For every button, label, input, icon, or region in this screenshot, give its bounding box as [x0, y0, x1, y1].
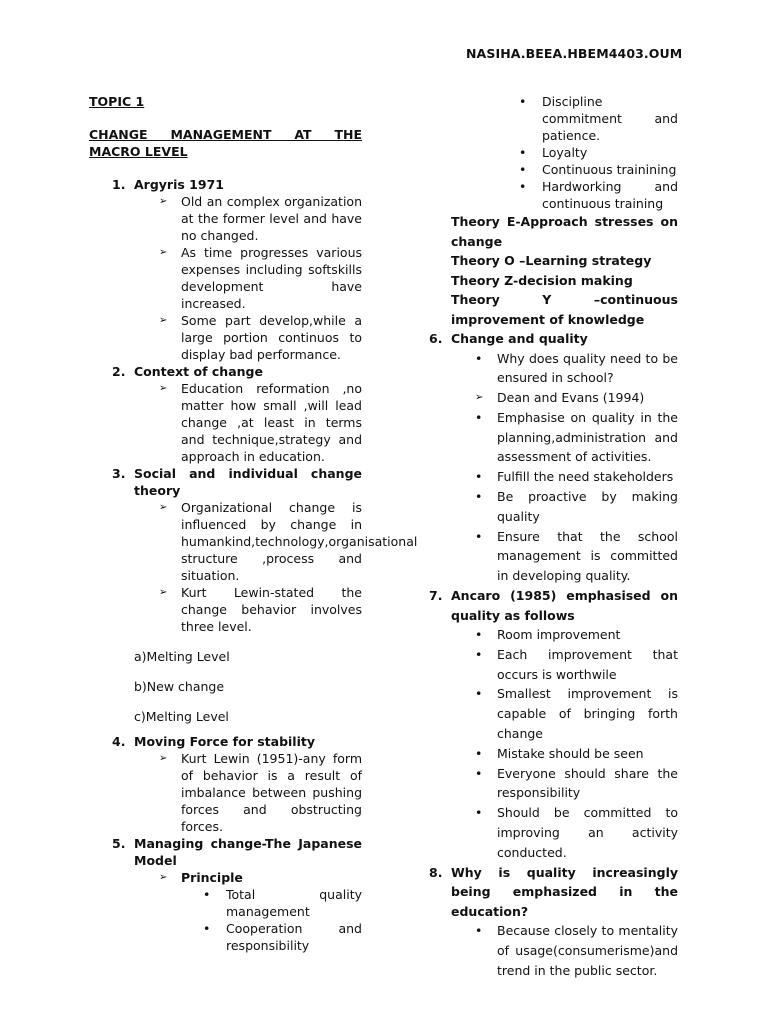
section-number: 2.	[112, 364, 126, 379]
section-heading: 6. Change and quality	[423, 329, 678, 349]
right-column	[423, 93, 678, 981]
arrow-bullet-icon: ➢	[475, 392, 484, 404]
document-title: CHANGE MANAGEMENT AT THE MACRO LEVEL	[89, 127, 362, 159]
arrow-bullet-icon: ➢	[159, 872, 168, 883]
dot-bullet-icon: •	[475, 528, 483, 544]
section-heading: 5. Managing change-The Japanese Model	[112, 836, 362, 868]
arrow-item: ➢ Organizational change is influenced by change in humankind,technology,organisational structure ,process and situation.	[159, 500, 418, 583]
dot-bullet-icon: •	[475, 646, 483, 662]
bullet-item: • Why does quality need to be ensured in school?	[475, 350, 678, 386]
arrow-bullet-icon: ➢	[159, 753, 168, 764]
dot-bullet-icon: •	[519, 145, 527, 160]
bullet-item: • Mistake should be seen	[423, 744, 678, 764]
section-heading: 3. Social and individual change theory	[112, 466, 362, 498]
bullet-item: • Everyone should share the responsibility	[475, 765, 678, 801]
dot-bullet-icon: •	[203, 887, 211, 902]
dot-bullet-icon: •	[475, 350, 483, 366]
level-line: c)Melting Level	[134, 709, 229, 724]
arrow-item: ➢ Kurt Lewin-stated the change behavior involves three level.	[159, 585, 362, 634]
section-number: 1.	[112, 177, 126, 192]
dot-bullet-icon: •	[475, 489, 483, 505]
dot-bullet-icon: •	[475, 469, 483, 485]
bullet-item: • Room improvement	[423, 625, 678, 645]
bullet-item: • Discipline commitment and patience.	[519, 94, 678, 143]
dot-bullet-icon: •	[519, 162, 527, 177]
arrow-bullet-icon: ➢	[159, 196, 168, 207]
theory-line: Theory O –Learning strategy	[451, 253, 652, 268]
section-number: 3.	[112, 466, 126, 481]
section-number: 6.	[429, 331, 443, 346]
bullet-item: • Emphasise on quality in the planning,administration and assessment of activities.	[475, 409, 678, 465]
dot-bullet-icon: •	[203, 921, 211, 936]
dot-bullet-icon: •	[475, 805, 483, 821]
section-heading: 1. Argyris 1971	[112, 177, 224, 192]
bullet-item: • Cooperation and responsibility	[203, 921, 362, 953]
section-heading: 4. Moving Force for stability	[112, 734, 315, 749]
arrow-item: ➢ Old an complex organization at the former level and have no changed.	[159, 194, 362, 243]
bullet-item: • Fulfill the need stakeholders	[423, 467, 678, 487]
bullet-item: • Because closely to mentality of usage(consumerisme)and trend in the public sector.	[475, 923, 678, 978]
bullet-item: • Each improvement that occurs is worthwile	[475, 646, 678, 682]
dot-bullet-icon: •	[475, 686, 483, 702]
arrow-bullet-icon: ➢	[159, 383, 168, 394]
theory-line: Theory E-Approach stresses on change	[451, 214, 678, 249]
bullet-item: • Continuous trainining	[519, 162, 677, 177]
arrow-item: ➢ As time progresses various expenses including softskills development have increased.	[159, 245, 362, 311]
left-column	[89, 93, 418, 954]
dot-bullet-icon: •	[475, 765, 483, 781]
bullet-item: • Ensure that the school management is committed in developing quality.	[475, 528, 678, 584]
dot-bullet-icon: •	[519, 94, 527, 109]
section-number: 8.	[429, 864, 443, 880]
bullet-item: • Hardworking and continuous training	[519, 179, 678, 211]
theory-line: Theory Z-decision making	[451, 272, 633, 288]
dot-bullet-icon: •	[475, 409, 483, 425]
theory-line: Theory Y –continuous improvement of knowledge	[451, 292, 678, 327]
section-number: 7.	[429, 588, 443, 604]
bullet-item: • Be proactive by making quality	[475, 489, 678, 524]
arrow-item: ➢ Dean and Evans (1994)	[423, 388, 678, 408]
arrow-bullet-icon: ➢	[159, 315, 168, 326]
dot-bullet-icon: •	[519, 179, 527, 194]
dot-bullet-icon: •	[475, 923, 483, 939]
level-line: b)New change	[134, 679, 225, 694]
dot-bullet-icon: •	[475, 627, 483, 643]
bullet-item: • Should be committed to improving an activity conducted.	[475, 805, 678, 860]
arrow-bullet-icon: ➢	[159, 247, 168, 258]
section-heading: 2. Context of change	[112, 364, 263, 379]
level-line: a)Melting Level	[134, 649, 230, 664]
arrow-item: ➢ Some part develop,while a large portion continuos to display bad performance.	[159, 313, 362, 362]
arrow-item: ➢ Principle	[159, 870, 243, 885]
bullet-item: • Loyalty	[519, 145, 588, 160]
arrow-bullet-icon: ➢	[159, 502, 168, 513]
arrow-item: ➢ Education reformation ,no matter how small ,will lead change ,at least in terms and technique,strategy and approach in education.	[159, 381, 362, 464]
section-heading: 7. Ancaro (1985) emphasised on quality as follows	[429, 588, 678, 623]
arrow-item: ➢ Kurt Lewin (1951)-any form of behavior is a result of imbalance between pushing forces and obstructing forces.	[159, 751, 362, 834]
section-number: 4.	[112, 734, 126, 749]
arrow-bullet-icon: ➢	[159, 587, 168, 598]
topic-label: TOPIC 1	[89, 94, 145, 109]
page-header: NASIHA.BEEA.HBEM4403.OUM	[466, 46, 683, 61]
bullet-item: • Total quality management	[203, 887, 362, 919]
dot-bullet-icon: •	[475, 745, 483, 761]
section-number: 5.	[112, 836, 126, 851]
section-heading: 8. Why is quality increasingly being emphasized in the education?	[429, 864, 678, 919]
bullet-item: • Smallest improvement is capable of bringing forth change	[475, 686, 678, 742]
